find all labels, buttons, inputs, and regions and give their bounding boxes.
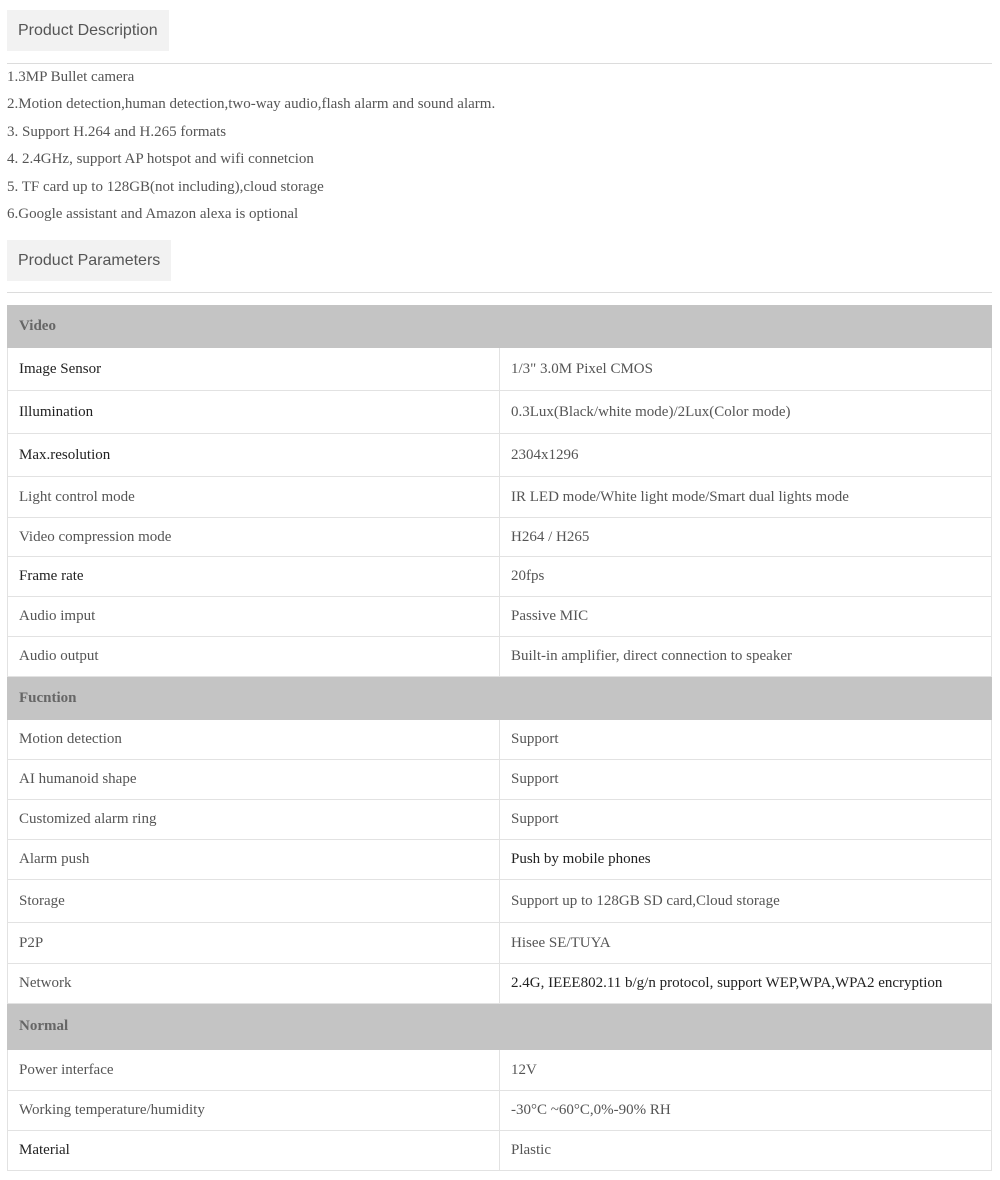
table-row bbox=[8, 964, 992, 1004]
param-value: 12V bbox=[500, 1050, 992, 1091]
table-row bbox=[8, 434, 992, 477]
list-item: 6.Google assistant and Amazon alexa is optional bbox=[7, 205, 299, 222]
param-key: Motion detection bbox=[8, 720, 500, 760]
param-value: 2304x1296 bbox=[500, 434, 992, 477]
param-value: 0.3Lux(Black/white mode)/2Lux(Color mode) bbox=[500, 391, 992, 434]
param-key: Illumination bbox=[8, 391, 500, 434]
param-key: Alarm push bbox=[8, 840, 500, 880]
section-header-normal bbox=[8, 1004, 992, 1050]
list-item: 1.3MP Bullet camera bbox=[7, 69, 135, 85]
table-row bbox=[8, 518, 992, 557]
param-value: Support bbox=[500, 720, 992, 760]
table-row bbox=[8, 720, 992, 760]
param-value: Plastic bbox=[500, 1131, 992, 1171]
table-row bbox=[8, 637, 992, 677]
param-key: Frame rate bbox=[8, 557, 500, 597]
list-item: 2.Motion detection,human detection,two-way audio,flash alarm and sound alarm. bbox=[7, 96, 496, 113]
param-value: Passive MIC bbox=[500, 597, 992, 637]
param-key: Material bbox=[8, 1131, 500, 1171]
table-row bbox=[8, 880, 992, 923]
table-row bbox=[8, 557, 992, 597]
param-value: Push by mobile phones bbox=[500, 840, 992, 880]
list-item: 3. Support H.264 and H.265 formats bbox=[7, 123, 227, 140]
section-header-video bbox=[8, 306, 992, 348]
table-row bbox=[8, 1131, 992, 1171]
param-key: Video compression mode bbox=[8, 518, 500, 557]
param-key: Image Sensor bbox=[8, 348, 500, 391]
section-title: Fucntion bbox=[8, 677, 992, 720]
product-parameters-tab[interactable]: Product Parameters bbox=[7, 240, 171, 281]
param-value: IR LED mode/White light mode/Smart dual lights mode bbox=[500, 477, 992, 518]
table-row bbox=[8, 477, 992, 518]
param-key: Light control mode bbox=[8, 477, 500, 518]
param-value: -30°C ~60°C,0%-90% RH bbox=[500, 1091, 992, 1131]
param-value: Built-in amplifier, direct connection to speaker bbox=[500, 637, 992, 677]
param-key: Customized alarm ring bbox=[8, 800, 500, 840]
product-description-tab[interactable]: Product Description bbox=[7, 10, 169, 51]
table-row bbox=[8, 1091, 992, 1131]
table-row bbox=[8, 760, 992, 800]
param-value: Support up to 128GB SD card,Cloud storage bbox=[500, 880, 992, 923]
param-value: 1/3" 3.0M Pixel CMOS bbox=[500, 348, 992, 391]
table-row bbox=[8, 1050, 992, 1091]
param-value: Hisee SE/TUYA bbox=[500, 923, 992, 964]
param-value: 20fps bbox=[500, 557, 992, 597]
table-row bbox=[8, 840, 992, 880]
param-value: 2.4G, IEEE802.11 b/g/n protocol, support WEP,WPA,WPA2 encryption bbox=[500, 964, 992, 1004]
param-key: Audio imput bbox=[8, 597, 500, 637]
param-value: Support bbox=[500, 800, 992, 840]
description-list bbox=[7, 64, 495, 228]
param-value: H264 / H265 bbox=[500, 518, 992, 557]
table-row bbox=[8, 923, 992, 964]
table-row bbox=[8, 391, 992, 434]
param-key: Audio output bbox=[8, 637, 500, 677]
section-title: Normal bbox=[8, 1004, 992, 1050]
table-row bbox=[8, 800, 992, 840]
param-key: Max.resolution bbox=[8, 434, 500, 477]
section-title: Video bbox=[8, 306, 992, 348]
param-key: Storage bbox=[8, 880, 500, 923]
table-row bbox=[8, 597, 992, 637]
parameters-table bbox=[7, 305, 992, 1171]
table-row bbox=[8, 348, 992, 391]
list-item: 4. 2.4GHz, support AP hotspot and wifi connetcion bbox=[7, 151, 314, 168]
parameters-divider bbox=[7, 292, 992, 293]
param-key: Power interface bbox=[8, 1050, 500, 1091]
param-key: P2P bbox=[8, 923, 500, 964]
param-key: Network bbox=[8, 964, 500, 1004]
section-header-function bbox=[8, 677, 992, 720]
param-value: Support bbox=[500, 760, 992, 800]
param-key: Working temperature/humidity bbox=[8, 1091, 500, 1131]
list-item: 5. TF card up to 128GB(not including),cloud storage bbox=[7, 178, 324, 195]
param-key: AI humanoid shape bbox=[8, 760, 500, 800]
